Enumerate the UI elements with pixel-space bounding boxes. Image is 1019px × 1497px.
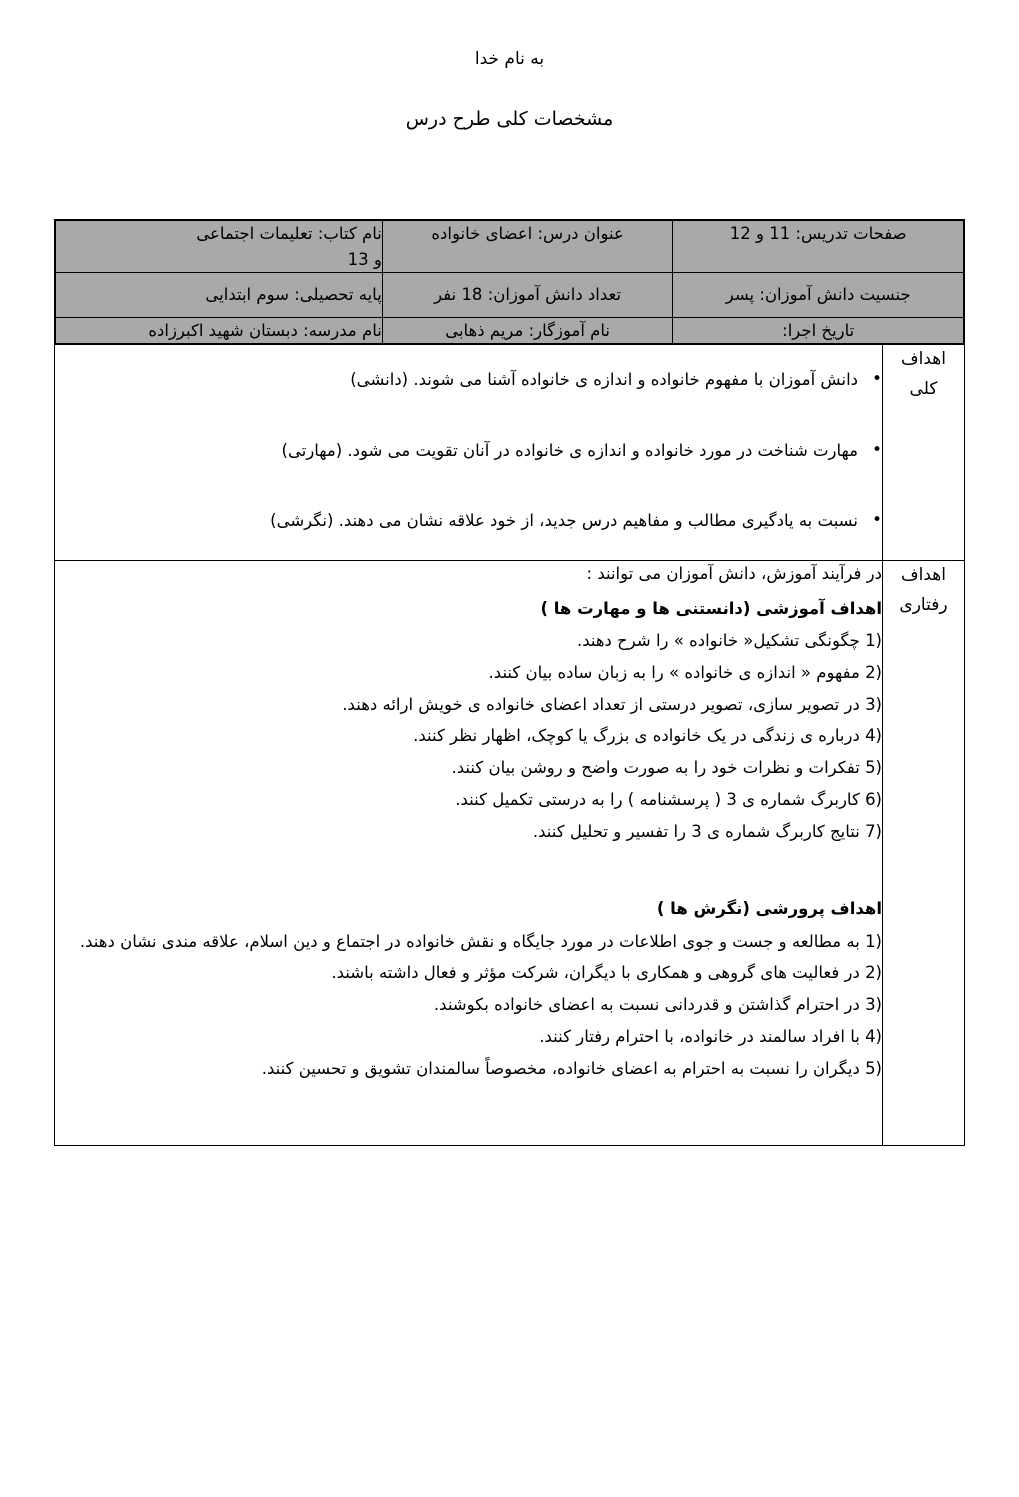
info-row-book [56, 221, 964, 273]
page-title: مشخصات کلی طرح درس [405, 107, 614, 130]
general-objective-item: • نسبت به یادگیری مطالب و مفاهیم درس جدید، از خود علاقه نشان می دهند. (نگرشی) [55, 508, 882, 534]
educational-objective-item: 1) چگونگی تشکیل« خانواده » را شرح دهند. [576, 631, 882, 651]
behavioral-objectives-label-line1: اهداف [901, 565, 946, 586]
general-objectives-label-line1: اهداف [901, 349, 946, 370]
info-pages: صفحات تدریس: 11 و 12 [673, 221, 964, 273]
behavioral-objectives-label-line2: رفتاری [899, 595, 948, 616]
info-school-name: نام مدرسه: دبستان شهید اکبرزاده [56, 317, 383, 344]
info-row-students [56, 273, 964, 318]
list-number: 3) [865, 694, 882, 714]
list-number: 6) [865, 789, 882, 809]
educational-objective-item: 4) درباره ی زندگی در یک خانواده ی بزرگ یا کوچک، اظهار نظر کنند. [413, 726, 882, 746]
info-book-name: نام کتاب: تعلیمات اجتماعی [196, 224, 382, 243]
attitudinal-objective-item: 2) در فعالیت های گروهی و همکاری با دیگران، شرکت مؤثر و فعال داشته باشند. [331, 963, 882, 983]
general-objective-item: • مهارت شناخت در مورد خانواده و اندازه ی خانواده در آنان تقویت می شود. (مهارتی) [55, 438, 882, 464]
list-number: 3) [865, 995, 882, 1015]
list-number: 4) [865, 1026, 882, 1046]
list-number: 7) [865, 821, 882, 841]
general-objectives-row [55, 345, 965, 561]
educational-objective-item: 5) تفکرات و نظرات خود را به صورت واضح و روشن بیان کنند. [451, 758, 882, 778]
bottom-spacer [55, 1087, 882, 1145]
info-book-name-cell [56, 221, 383, 273]
list-number: 5) [865, 758, 882, 778]
info-teacher-name: نام آموزگار: مریم ذهابی [382, 317, 673, 344]
list-number: 1) [865, 631, 882, 651]
lesson-plan-page [0, 48, 1019, 1497]
behavioral-objectives-row [55, 561, 965, 1146]
general-objectives-label [883, 345, 965, 561]
educational-objectives-list [55, 628, 882, 845]
info-student-gender: جنسیت دانش آموزان: پسر [673, 273, 964, 318]
list-number: 2) [865, 963, 882, 983]
behavioral-objectives-content [55, 561, 883, 1146]
educational-objectives-title: اهداف آموزشی (دانستنی ها و مهارت ها ) [540, 598, 882, 618]
behavioral-objectives-label [883, 561, 965, 1146]
info-student-count: تعداد دانش آموزان: 18 نفر [382, 273, 673, 318]
behavioral-objectives-intro: در فرآیند آموزش، دانش آموزان می توانند : [586, 564, 882, 584]
bismillah-heading: به نام خدا [474, 49, 545, 69]
info-grade: پایه تحصیلی: سوم ابتدایی [56, 273, 383, 318]
attitudinal-objectives-title: اهداف پرورشی (نگرش ها ) [656, 899, 882, 919]
attitudinal-objective-item: 5) دیگران را نسبت به احترام به اعضای خانواده، مخصوصاً سالمندان تشویق و تحسین کنند. [261, 1058, 882, 1078]
general-objective-item: • دانش آموزان با مفهوم خانواده و اندازه ی خانواده آشنا می شوند. (دانشی) [55, 367, 882, 393]
general-objectives-label-line2: کلی [909, 379, 938, 399]
educational-objective-item: 6) کاربرگ شماره ی 3 ( پرسشنامه ) را به درستی تکمیل کنند. [455, 789, 882, 809]
list-number: 2) [865, 662, 882, 682]
info-book-name-continued: و 13 [347, 249, 382, 269]
attitudinal-objective-item: 3) در احترام گذاشتن و قدردانی نسبت به اعضای خانواده بکوشند. [433, 995, 882, 1015]
section-spacer [55, 850, 882, 896]
attitudinal-objective-item: 4) با افراد سالمند در خانواده، با احترام رفتار کنند. [539, 1026, 882, 1046]
educational-objective-item: 2) مفهوم « اندازه ی خانواده » را به زبان ساده بیان کنند. [488, 662, 882, 682]
attitudinal-objective-item: 1) به مطالعه و جست و جوی اطلاعات در مورد جایگاه و نقش خانواده در اجتماع و دین اسلام، علاقه مندی نشان دهند. [79, 931, 882, 951]
info-lesson-title: عنوان درس: اعضای خانواده [382, 221, 673, 273]
general-objectives-list [55, 367, 882, 534]
info-row-school [56, 317, 964, 344]
info-row [55, 220, 965, 345]
attitudinal-objectives-list [55, 929, 882, 1083]
educational-objective-item: 3) در تصویر سازی، تصویر درستی از تعداد اعضای خانواده ی خویش ارائه دهند. [342, 694, 882, 714]
info-execution-date: تاریخ اجرا: [673, 317, 964, 344]
educational-objective-item: 7) نتایج کاربرگ شماره ی 3 را تفسیر و تحلیل کنند. [532, 821, 882, 841]
list-number: 4) [865, 726, 882, 746]
general-objectives-content [55, 345, 883, 561]
list-number: 1) [865, 931, 882, 951]
list-number: 5) [865, 1058, 882, 1078]
lesson-plan-table [54, 219, 965, 1146]
